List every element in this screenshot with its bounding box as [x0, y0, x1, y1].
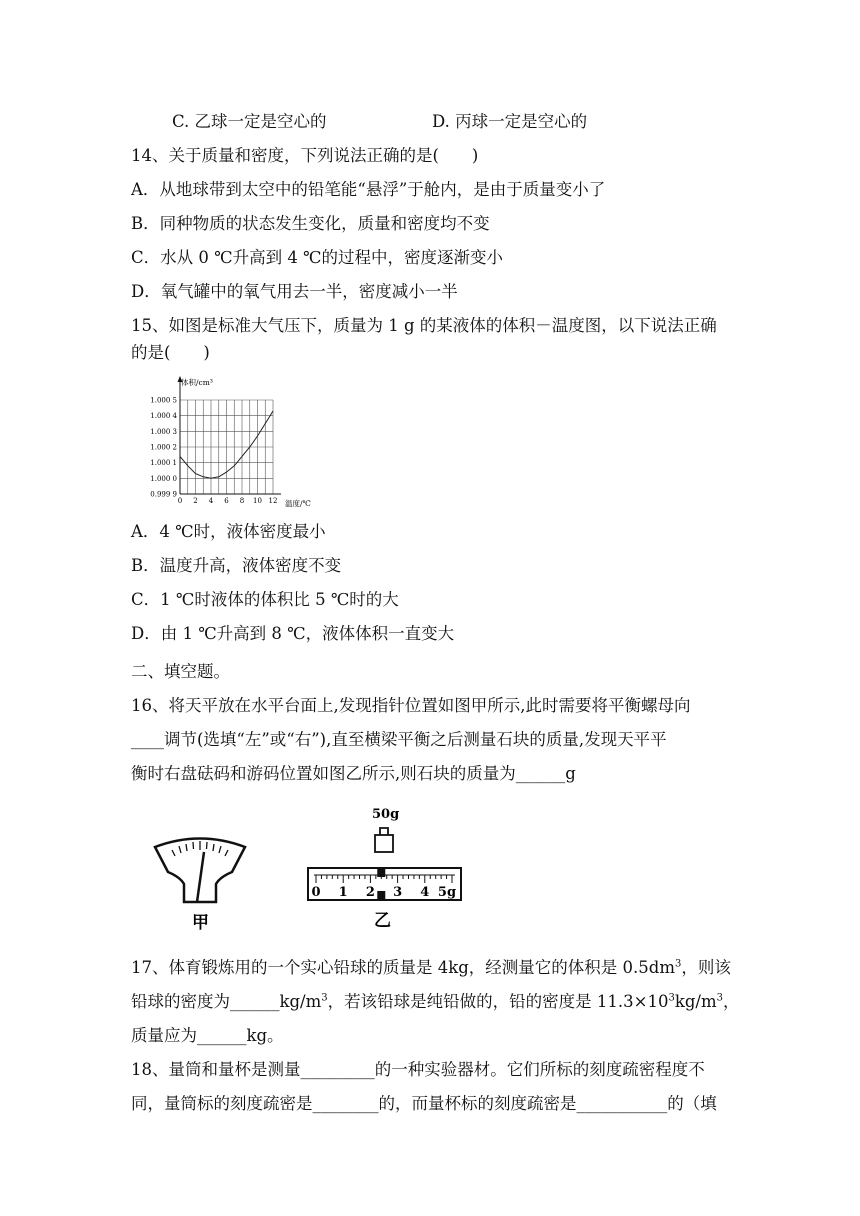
q15-stem-line2: 的是( ) [131, 343, 210, 362]
q17-line3: 质量应为______kg。 [131, 1026, 284, 1045]
scale-label: 5g [437, 885, 457, 900]
dial-scale-ticks [172, 841, 228, 856]
q13-option-d: D. 丙球一定是空心的 [432, 112, 588, 131]
weight-handle [380, 828, 388, 835]
q14-option-b: B．同种物质的状态发生变化，质量和密度均不变 [131, 214, 490, 233]
q15-option-b: B．温度升高，液体密度不变 [131, 556, 342, 575]
section-title: 二、填空题。 [131, 662, 230, 681]
q14-option-c: C．水从 0 ℃升高到 4 ℃的过程中，密度逐渐变小 [131, 248, 504, 267]
q16-line2: ____调节(选填“左”或“右”),直至横梁平衡之后测量石块的质量,发现天平平 [131, 730, 667, 749]
x-tick-label: 2 [193, 497, 198, 505]
scale-label: 3 [393, 885, 403, 900]
figure-jia-label: 甲 [192, 913, 209, 932]
q15-option-d: D．由 1 ℃升高到 8 ℃，液体体积一直变大 [131, 624, 455, 643]
q16-line3: 衡时右盘砝码和游码位置如图乙所示,则石块的质量为______g [131, 764, 576, 783]
q17-line2: 铅球的密度为$\_\_\_\_\_\_kg/m^3$，若该铅球是纯铅做的，铅的密度是 $11.3\times 10^3kg/m^3$， [131, 992, 740, 1011]
q18-line2: 同，量筒标的刻度疏密是________的，而量杯标的刻度疏密是___________的（填 [131, 1094, 717, 1113]
y-tick-label: 1.000 1 [150, 459, 177, 468]
chart-x-tick-labels [178, 497, 278, 505]
y-tick-label: 1.000 2 [150, 443, 177, 452]
scale-label: 2 [365, 885, 375, 900]
scale-label: 0 [311, 885, 321, 900]
y-tick-label: 0.999 9 [150, 490, 177, 499]
balance-pointer-figure [150, 832, 250, 932]
y-tick-label: 1.000 4 [150, 412, 177, 421]
chart-x-axis-label: 温度/℃ [285, 499, 311, 508]
pointer-needle [197, 852, 204, 902]
q13-option-c: C. 乙球一定是空心的 [172, 112, 327, 131]
x-tick-label: 6 [224, 497, 229, 505]
weight-50g [375, 835, 393, 852]
y-tick-label: 1.000 0 [150, 474, 177, 483]
q15-option-c: C．1 ℃时液体的体积比 5 ℃时的大 [131, 590, 399, 609]
scale-label: 4 [420, 885, 430, 900]
y-tick-label: 1.000 3 [150, 427, 177, 436]
weights-and-rider-figure [300, 800, 470, 935]
q18-line1: 18、量筒和量杯是测量_________的一种实验器材。它们所标的刻度疏密程度不 [131, 1060, 705, 1079]
rider-marker-top [377, 869, 385, 877]
q17-line1: 17、体育锻炼用的一个实心铅球的质量是 4kg，经测量它的体积是 $0.5dm^3$，则该 [131, 958, 731, 977]
chart-grid [180, 400, 273, 494]
x-tick-label: 12 [268, 497, 278, 505]
weight-label: 50g [372, 807, 400, 822]
q15-option-a: A．4 ℃时，液体密度最小 [131, 522, 326, 541]
q14-option-d: D．氧气罐中的氧气用去一半，密度减小一半 [131, 282, 458, 301]
chart-y-tick-labels [150, 397, 177, 499]
x-tick-label: 8 [239, 497, 245, 505]
q16-line1: 16、将天平放在水平台面上,发现指针位置如图甲所示,此时需要将平衡螺母向 [131, 696, 691, 715]
q14-stem: 14、关于质量和密度，下列说法正确的是( ) [131, 146, 479, 165]
x-tick-label: 4 [208, 497, 214, 505]
y-tick-label: 1.000 5 [150, 396, 177, 405]
scale-label: 1 [338, 885, 348, 900]
q15-stem-line1: 15、如图是标准大气压下，质量为 1 g 的某液体的体积－温度图，以下说法正确 [131, 316, 717, 335]
figure-yi-label: 乙 [374, 911, 391, 931]
x-tick-label: 0 [177, 497, 183, 505]
volume-temperature-chart [140, 372, 340, 512]
chart-y-axis-label: 体积/cm³ [181, 378, 213, 387]
rider-marker-bottom [377, 891, 385, 899]
q14-option-a: A．从地球带到太空中的铅笔能“悬浮”于舱内，是由于质量变小了 [131, 180, 606, 199]
x-tick-label: 10 [253, 497, 262, 505]
